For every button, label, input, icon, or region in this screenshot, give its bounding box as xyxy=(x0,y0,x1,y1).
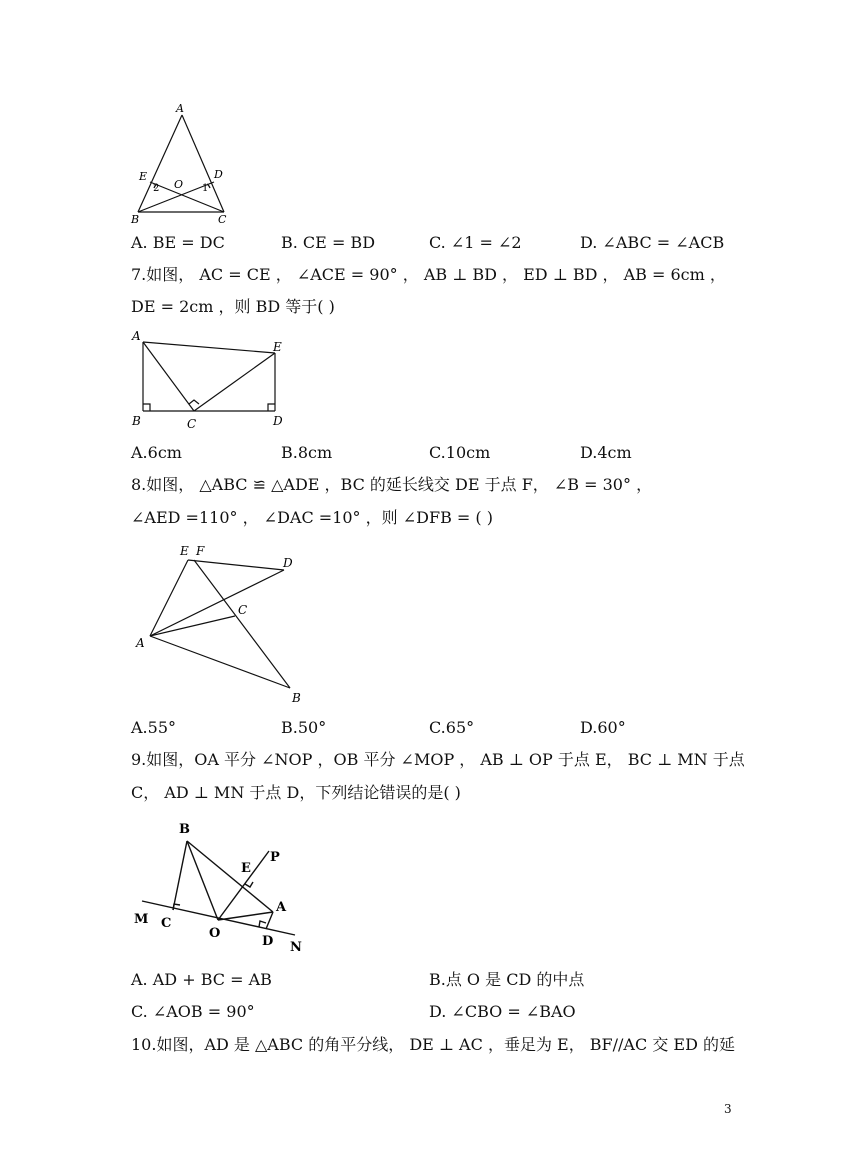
q8-option-c: C.65° xyxy=(429,718,475,737)
q9-option-b: B.点 O 是 CD 的中点 xyxy=(429,970,585,989)
q6-label-1: 1 xyxy=(202,183,209,194)
q9-label-N: N xyxy=(290,940,302,955)
q9-label-O: O xyxy=(209,926,221,941)
q8-option-a: A.55° xyxy=(131,718,176,737)
q7-label-E: E xyxy=(273,340,282,354)
q7-label-A: A xyxy=(132,329,141,343)
q9-option-c: C. ∠AOB = 90° xyxy=(131,1002,255,1021)
q9-label-D: D xyxy=(262,934,274,949)
q8-option-b: B.50° xyxy=(281,718,327,737)
q8-question-line2: ∠AED =110° ， ∠DAC =10° ，则 ∠DFB = ( ) xyxy=(131,508,493,527)
q9-figure xyxy=(130,815,310,960)
q6-label-2: 2 xyxy=(153,183,160,194)
q7-option-d: D.4cm xyxy=(580,443,632,462)
q6-label-O: O xyxy=(174,178,184,191)
q7-question-line2: DE = 2cm ，则 BD 等于( ) xyxy=(131,297,335,316)
q7-option-a: A.6cm xyxy=(131,443,182,462)
q9-label-C: C xyxy=(161,916,172,931)
q8-label-D: D xyxy=(283,556,293,570)
q8-label-E: E xyxy=(180,544,189,558)
q8-label-B: B xyxy=(292,691,301,705)
q8-label-C: C xyxy=(238,603,248,617)
q8-label-F: F xyxy=(196,544,205,558)
q9-label-B: B xyxy=(179,822,190,837)
q7-figure xyxy=(128,328,298,433)
q8-option-d: D.60° xyxy=(580,718,626,737)
q6-option-c: C. ∠1 = ∠2 xyxy=(429,233,522,252)
q9-label-E: E xyxy=(241,861,251,876)
q9-label-A: A xyxy=(276,900,287,915)
q7-question-line1: 7.如图， AC = CE ， ∠ACE = 90° ， AB ⊥ BD ， ED ⊥ BD ， AB = 6cm ， xyxy=(131,265,726,284)
q6-label-E: E xyxy=(139,170,148,183)
q6-option-b: B. CE = BD xyxy=(281,233,376,252)
q7-label-B: B xyxy=(132,414,141,428)
q9-question-line1: 9.如图，OA 平分 ∠NOP ，OB 平分 ∠MOP ， AB ⊥ OP 于点 E， BC ⊥ MN 于点 xyxy=(131,750,745,769)
q6-label-D: D xyxy=(214,168,223,181)
q6-figure xyxy=(128,100,238,225)
q8-figure xyxy=(130,540,310,708)
q7-option-b: B.8cm xyxy=(281,443,333,462)
q9-question-line2: C， AD ⊥ MN 于点 D，下列结论错误的是( ) xyxy=(131,783,461,802)
q7-option-c: C.10cm xyxy=(429,443,491,462)
q7-label-C: C xyxy=(187,417,197,431)
q6-option-a: A. BE = DC xyxy=(131,233,225,252)
q7-label-D: D xyxy=(273,414,283,428)
q9-label-M: M xyxy=(134,912,149,927)
q6-label-A: A xyxy=(176,102,184,115)
q9-label-P: P xyxy=(270,850,280,865)
q9-option-a: A. AD + BC = AB xyxy=(131,970,272,989)
page-number: 3 xyxy=(724,1102,732,1116)
q6-label-C: C xyxy=(218,213,227,225)
q10-question-line1: 10.如图，AD 是 △ABC 的角平分线， DE ⊥ AC ，垂足为 E， BF//AC 交 ED 的延 xyxy=(131,1035,735,1054)
q9-option-d: D. ∠CBO = ∠BAO xyxy=(429,1002,576,1021)
q6-label-B: B xyxy=(131,213,140,225)
q8-question-line1: 8.如图， △ABC ≌ △ADE ，BC 的延长线交 DE 于点 F， ∠B = 30° ， xyxy=(131,475,653,494)
q8-label-A: A xyxy=(136,636,145,650)
q6-option-d: D. ∠ABC = ∠ACB xyxy=(580,233,725,252)
